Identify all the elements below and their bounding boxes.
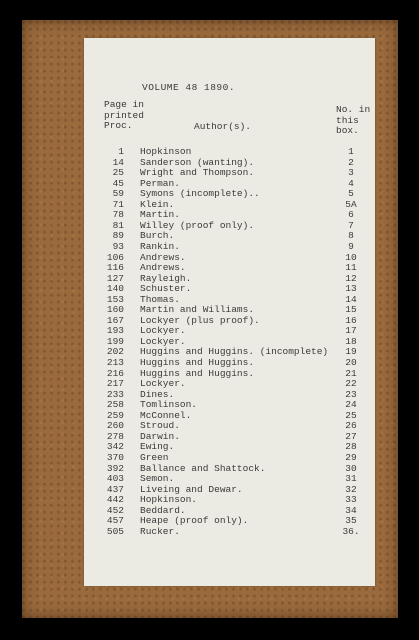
box-number: 9 [348,240,354,252]
page-number: 71 [112,198,124,210]
author-name: Liveing and Dewar. [140,483,243,495]
index-row [84,284,375,295]
box-number: 24 [345,399,357,411]
box-number: 27 [345,430,357,442]
index-row [84,411,375,422]
page-number: 217 [106,378,124,390]
index-row [84,442,375,453]
author-name: Huggins and Huggins. (incomplete) [140,346,329,358]
author-name: Rucker. [140,525,180,537]
box-number: 1 [348,146,354,157]
index-row [84,379,375,390]
author-name: Hopkinson [140,146,192,157]
page-number: 93 [112,240,124,252]
author-name: Sanderson (wanting). [140,156,255,168]
author-name: Thomas. [140,293,180,305]
index-row [84,369,375,380]
box-number: 5 [348,188,354,200]
page-number: 116 [106,262,124,274]
author-name: Lockyer. [140,325,186,337]
index-row [84,221,375,232]
box-number: 11 [345,262,357,274]
author-name: Perman. [140,177,180,189]
author-name: Huggins and Huggins. [140,357,255,368]
box-number: 29 [345,451,357,463]
page-number: 202 [106,346,124,358]
box-number: 6 [348,209,354,221]
box-number: 33 [345,494,357,506]
page-number: 89 [112,230,124,242]
author-name: Rayleigh. [140,272,192,284]
index-row [84,485,375,496]
index-row [84,326,375,337]
index-row [84,432,375,443]
author-name: Huggins and Huggins. [140,367,255,379]
box-number: 32 [345,483,357,495]
author-name: Dines. [140,388,175,400]
box-number: 20 [345,357,357,368]
page-number: 45 [112,177,124,189]
page-number: 127 [106,272,124,284]
page-column-header: Page in printed Proc. [104,99,144,131]
index-row [84,358,375,369]
index-row [84,400,375,411]
index-row [84,421,375,432]
box-number: 14 [345,293,357,305]
index-row [84,527,375,538]
page-number: 457 [106,515,124,527]
index-row [84,147,375,158]
index-row [84,316,375,327]
typed-index-sheet [84,38,375,586]
page-number: 258 [106,399,124,411]
box-number: 3 [348,167,354,179]
box-number: 10 [345,251,357,263]
box-number: 13 [345,283,357,295]
page-number: 442 [106,494,124,506]
author-name: McConnel. [140,409,192,421]
page-number: 233 [106,388,124,400]
author-name: Tomlinson. [140,399,198,411]
index-row [84,495,375,506]
page-number: 392 [106,462,124,474]
box-number: 22 [345,378,357,390]
page-number: 160 [106,304,124,316]
author-name: Darwin. [140,430,180,442]
page-number: 278 [106,430,124,442]
index-row [84,200,375,211]
box-number: 28 [345,441,357,453]
box-number-column-header: No. in this box. [336,104,371,136]
index-row [84,464,375,475]
author-name: Ewing. [140,441,175,453]
index-row [84,274,375,285]
author-name: Schuster. [140,283,192,295]
author-name: Beddard. [140,504,186,516]
box-number: 23 [345,388,357,400]
author-name: Heape (proof only). [140,515,249,527]
box-number: 19 [345,346,357,358]
author-name: Andrews. [140,262,186,274]
index-row [84,516,375,527]
box-number: 5A [345,198,357,210]
box-number: 16 [345,314,357,326]
box-number: 4 [348,177,354,189]
index-row [84,189,375,200]
page-number: 106 [106,251,124,263]
author-name: Stroud. [140,420,180,432]
author-name: Green [140,451,169,463]
page-number: 437 [106,483,124,495]
page-number: 1 [118,146,124,157]
author-name: Semon. [140,473,175,485]
volume-title: VOLUME 48 1890. [142,82,236,93]
box-number: 12 [345,272,357,284]
author-name: Lockyer (plus proof). [140,314,260,326]
page-number: 153 [106,293,124,305]
page-number: 259 [106,409,124,421]
author-name: Ballance and Shattock. [140,462,266,474]
author-name: Andrews. [140,251,186,263]
box-number: 17 [345,325,357,337]
index-row [84,253,375,264]
author-name: Martin. [140,209,180,221]
page-number: 140 [106,283,124,295]
box-number: 15 [345,304,357,316]
box-number: 31 [345,473,357,485]
page-number: 193 [106,325,124,337]
author-name: Rankin. [140,240,180,252]
author-name: Willey (proof only). [140,219,255,231]
index-row [84,242,375,253]
author-name: Lockyer. [140,335,186,347]
box-number: 18 [345,335,357,347]
page-number: 78 [112,209,124,221]
page-number: 81 [112,219,124,231]
box-number: 21 [345,367,357,379]
box-number: 35 [345,515,357,527]
page-number: 505 [106,525,124,537]
page-number: 452 [106,504,124,516]
page-number: 25 [112,167,124,179]
author-name: Symons (incomplete).. [140,188,260,200]
index-row [84,168,375,179]
box-number: 26 [345,420,357,432]
page-number: 213 [106,357,124,368]
box-number: 30 [345,462,357,474]
author-name: Lockyer. [140,378,186,390]
author-name: Wright and Thompson. [140,167,255,179]
page-number: 260 [106,420,124,432]
page-number: 14 [112,156,124,168]
page-number: 403 [106,473,124,485]
author-name: Klein. [140,198,175,210]
box-number: 25 [345,409,357,421]
index-row [84,231,375,242]
box-number: 8 [348,230,354,242]
page-number: 199 [106,335,124,347]
page-number: 342 [106,441,124,453]
index-row [84,263,375,274]
box-number: 2 [348,156,354,168]
page-number: 167 [106,314,124,326]
author-name: Hopkinson. [140,494,198,506]
index-row [84,390,375,401]
page-number: 370 [106,451,124,463]
index-row [84,453,375,464]
page-number: 216 [106,367,124,379]
author-name: Martin and Williams. [140,304,255,316]
box-number: 34 [345,504,357,516]
author-column-header: Author(s). [194,121,252,132]
author-name: Burch. [140,230,175,242]
page-number: 59 [112,188,124,200]
box-number: 36. [342,525,360,537]
box-number: 7 [348,219,354,231]
